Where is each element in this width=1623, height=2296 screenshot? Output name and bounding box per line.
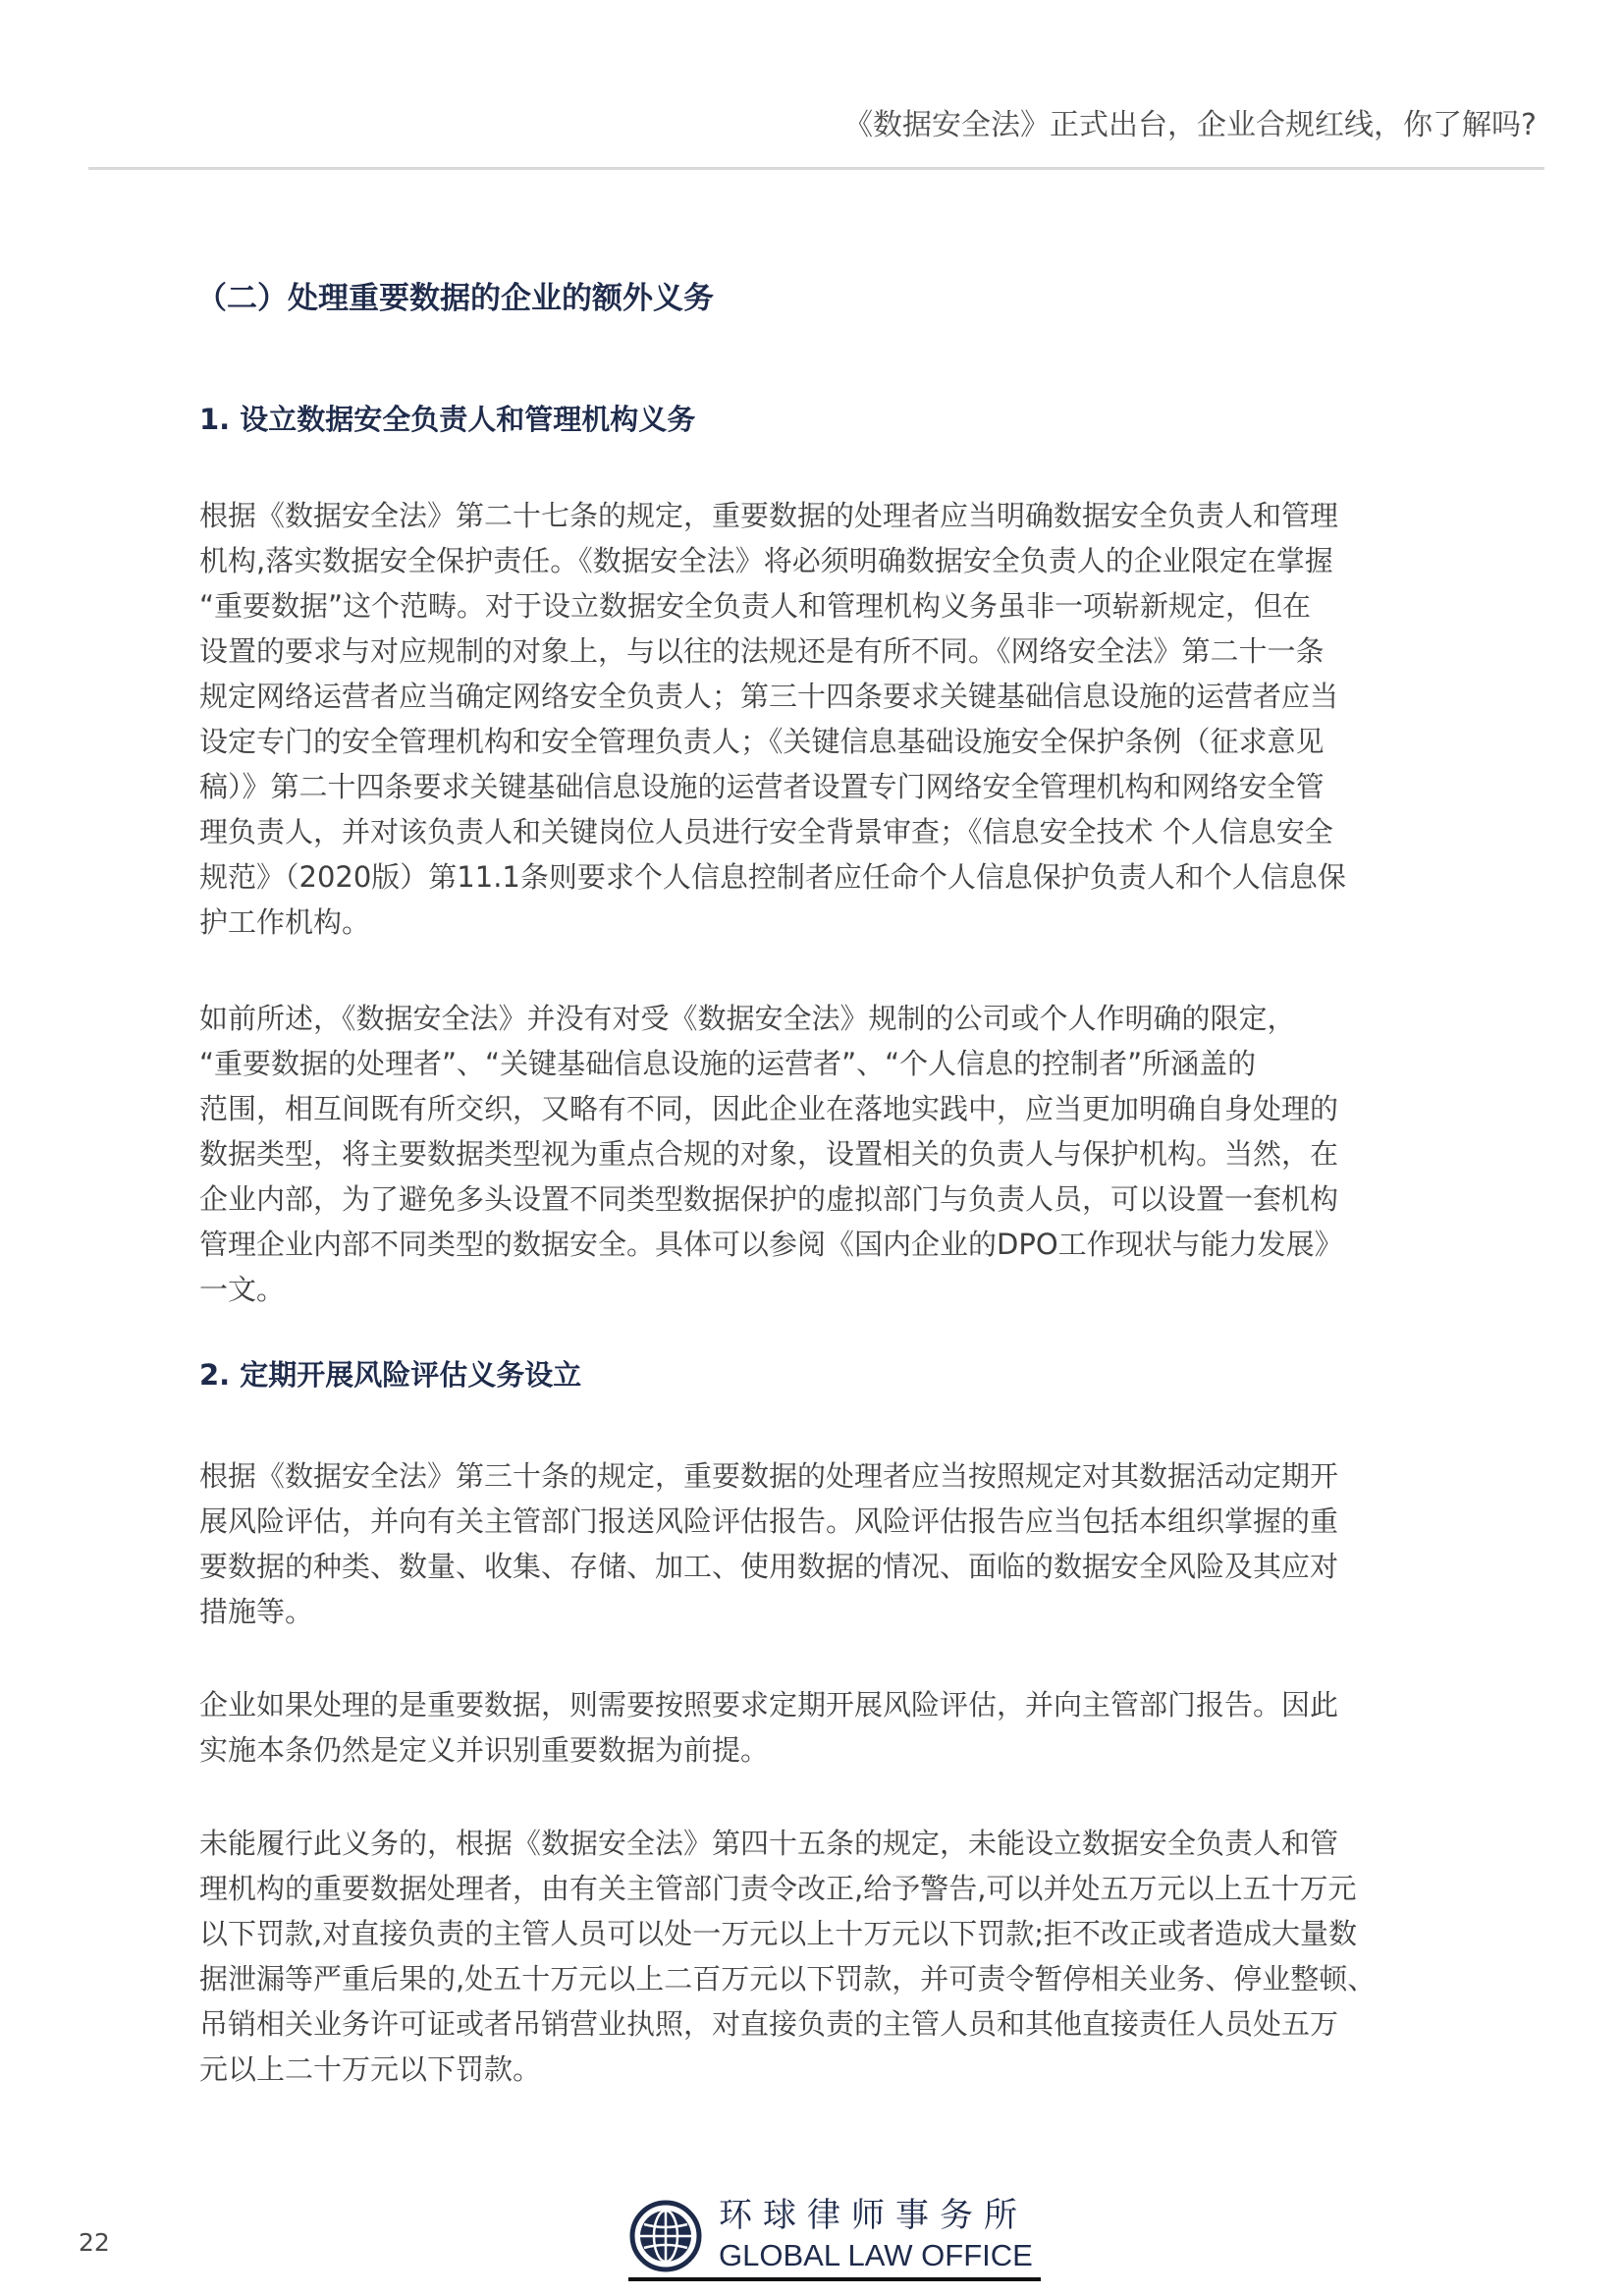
- subsection-title-1: 1. 设立数据安全负责人和管理机构义务: [199, 403, 696, 436]
- subsection-title-2: 2. 定期开展风险评估义务设立: [199, 1358, 582, 1392]
- paragraph: [199, 1821, 1438, 2092]
- firm-logo: [628, 2195, 1051, 2283]
- header-divider: [88, 167, 1544, 170]
- text-line: 要数据的种类、数量、收集、存储、加工、使用数据的情况、面临的数据安全风险及其应对: [199, 1550, 1339, 1583]
- text-line: 企业如果处理的是重要数据，则需要按照要求定期开展风险评估，并向主管部门报告。因此: [199, 1688, 1339, 1722]
- text-line: “重要数据”这个范畴。对于设立数据安全负责人和管理机构义务虽非一项崭新规定，但在: [199, 589, 1312, 623]
- text-line: 稿）》第二十四条要求关键基础信息设施的运营者设置专门网络安全管理机构和网络安全管: [199, 770, 1325, 803]
- text-line: 实施本条仍然是定义并识别重要数据为前提。: [199, 1733, 770, 1767]
- text-line: 如前所述，《数据安全法》并没有对受《数据安全法》规制的公司或个人作明确的限定，: [199, 1002, 1296, 1035]
- text-line: 一文。: [199, 1273, 286, 1306]
- section-title: （二）处理重要数据的企业的额外义务: [196, 281, 714, 316]
- text-line: 理机构的重要数据处理者，由有关主管部门责令改正,给予警告,可以并处五万元以上五十万元: [199, 1872, 1357, 1905]
- text-line: 未能履行此义务的，根据《数据安全法》第四十五条的规定，未能设立数据安全负责人和管: [199, 1827, 1339, 1860]
- text-line: 理负责人，并对该负责人和关键岗位人员进行安全背景审查；《信息安全技术 个人信息安全: [199, 815, 1333, 848]
- text-line: 元以上二十万元以下罚款。: [199, 2052, 542, 2086]
- globe-icon: [628, 2199, 703, 2273]
- text-line: 根据《数据安全法》第二十七条的规定，重要数据的处理者应当明确数据安全负责人和管理: [199, 499, 1339, 532]
- page-number: 22: [79, 2228, 110, 2257]
- text-line: 展风险评估，并向有关主管部门报送风险评估报告。风险评估报告应当包括本组织掌握的重: [199, 1504, 1339, 1538]
- paragraph: [199, 996, 1438, 1312]
- text-line: “重要数据的处理者”、“关键基础信息设施的运营者”、“个人信息的控制者”所涵盖的: [199, 1047, 1257, 1080]
- running-header: 《数据安全法》正式出台，企业合规红线，你了解吗?: [843, 108, 1537, 142]
- text-line: 吊销相关业务许可证或者吊销营业执照，对直接负责的主管人员和其他直接责任人员处五万: [199, 2007, 1339, 2041]
- text-line: 设定专门的安全管理机构和安全管理负责人；《关键信息基础设施安全保护条例（征求意见: [199, 725, 1325, 758]
- text-line: 根据《数据安全法》第三十条的规定，重要数据的处理者应当按照规定对其数据活动定期开: [199, 1459, 1339, 1493]
- text-line: 规范》（2020版）第11.1条则要求个人信息控制者应任命个人信息保护负责人和个人信息保: [199, 860, 1346, 894]
- paragraph: [199, 493, 1438, 945]
- text-line: 规定网络运营者应当确定网络安全负责人；第三十四条要求关键基础信息设施的运营者应当: [199, 680, 1339, 713]
- text-line: 据泄漏等严重后果的,处五十万元以上二百万元以下罚款，并可责令暂停相关业务、停业整顿、: [199, 1962, 1377, 1995]
- text-line: 机构,落实数据安全保护责任。《数据安全法》将必须明确数据安全负责人的企业限定在掌握: [199, 544, 1333, 577]
- paragraph: [199, 1453, 1438, 1634]
- text-line: 措施等。: [199, 1595, 314, 1628]
- logo-underline: [628, 2277, 1041, 2281]
- text-line: 管理企业内部不同类型的数据安全。具体可以参阅《国内企业的DPO工作现状与能力发展》: [199, 1228, 1343, 1261]
- text-line: 设置的要求与对应规制的对象上，与以往的法规还是有所不同。《网络安全法》第二十一条: [199, 634, 1325, 668]
- firm-name-english: GLOBAL LAW OFFICE: [719, 2238, 1033, 2272]
- paragraph: [199, 1682, 1438, 1773]
- text-line: 以下罚款,对直接负责的主管人员可以处一万元以上十万元以下罚款;拒不改正或者造成大量数: [199, 1917, 1357, 1950]
- text-line: 护工作机构。: [199, 905, 371, 939]
- text-line: 数据类型，将主要数据类型视为重点合规的对象，设置相关的负责人与保护机构。当然，在: [199, 1137, 1339, 1171]
- text-line: 范围，相互间既有所交织，又略有不同，因此企业在落地实践中，应当更加明确自身处理的: [199, 1092, 1339, 1125]
- text-line: 企业内部，为了避免多头设置不同类型数据保护的虚拟部门与负责人员，可以设置一套机构: [199, 1182, 1339, 1216]
- firm-name-chinese: 环球律师事务所: [719, 2196, 1028, 2235]
